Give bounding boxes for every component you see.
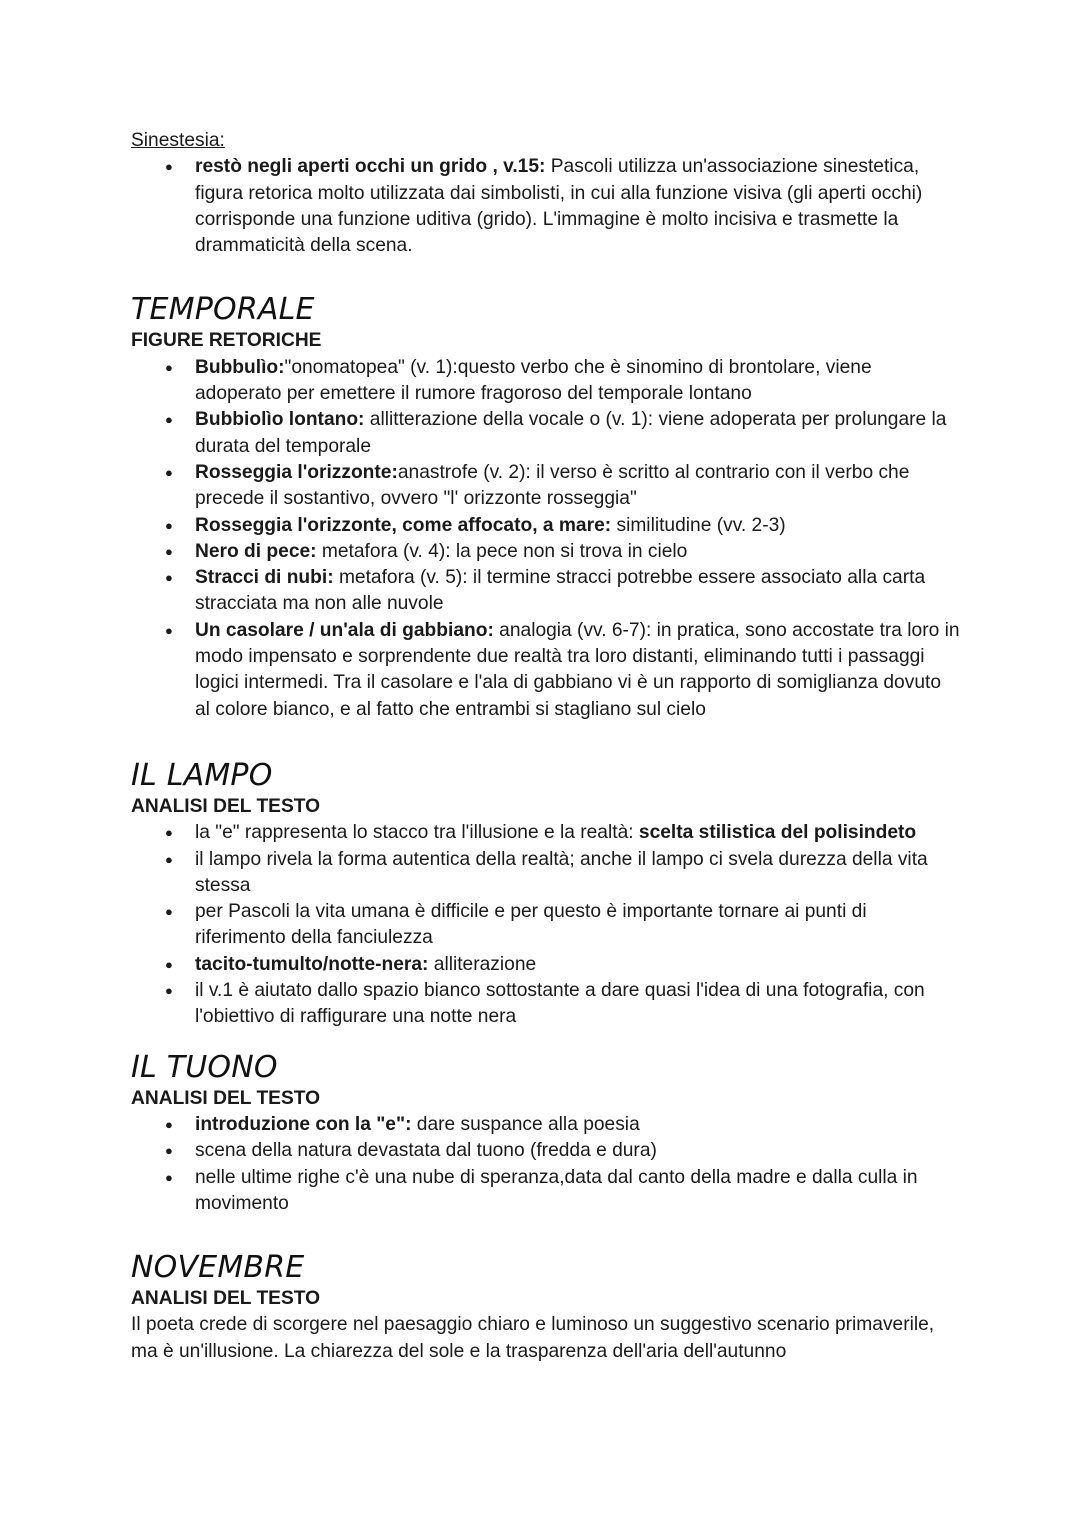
list-item: [131, 952, 961, 978]
tuono-list: [131, 1112, 961, 1217]
sinestesia-list: [131, 154, 961, 259]
item-text: alliterazione: [428, 953, 537, 975]
item-text: la "e" rappresenta lo stacco tra l'illusione e la realtà:: [195, 822, 639, 844]
novembre-paragraph: Il poeta crede di scorgere nel paesaggio chiaro e luminoso un suggestivo scenario primaverile, ma è un'illusione. La chiarezza del sole e la trasparenza dell'aria dell'autunno: [131, 1314, 935, 1362]
list-item: [131, 820, 961, 846]
item-text: "onomatopea" (v. 1):questo verbo che è sinomino di brontolare, viene adoperato per emettere il rumore fragoroso del temporale lontano: [195, 356, 872, 405]
list-item: [131, 1138, 961, 1164]
item-text: il lampo rivela la forma autentica della realtà; anche il lampo ci svela durezza della vita stessa: [195, 848, 928, 896]
item-text: analogia (vv. 6-7): in pratica, sono accostate tra loro in modo impensato e sorprendente due realtà tra loro distanti, eliminando tutti i passaggi logici intermedi. Tra il casolare e l'ala di gabbiano vi è un rapporto di somiglianza dovuto al colore bianco, e al fatto che entrambi si stagliano sul cielo: [195, 619, 960, 720]
item-bold: tacito-tumulto/notte-nera:: [195, 953, 429, 975]
item-bold: Rosseggia l'orizzonte, come affocato, a mare:: [195, 514, 612, 536]
item-bold: Bubbiolìo lontano:: [195, 409, 365, 431]
item-text: metafora (v. 5): il termine stracci potrebbe essere associato alla carta stracciata ma non alle nuvole: [195, 567, 926, 615]
list-item: [131, 539, 961, 565]
item-text: similitudine (vv. 2-3): [611, 514, 786, 536]
item-text: dare suspance alla poesia: [411, 1113, 640, 1135]
lampo-title: IL LAMPO: [131, 757, 273, 793]
sinestesia-heading: Sinestesia:: [131, 130, 225, 151]
item-text: metafora (v. 4): la pece non si trova in cielo: [316, 540, 688, 562]
item-bold: restò negli aperti occhi un grido , v.15:: [195, 156, 546, 178]
tuono-title: IL TUONO: [131, 1049, 278, 1085]
list-item: [131, 978, 961, 1031]
list-item: [131, 565, 961, 618]
lampo-list: [131, 820, 961, 1030]
item-bold: Rosseggia l'orizzonte:: [195, 461, 398, 483]
lampo-subtitle: ANALISI DEL TESTO: [131, 795, 321, 817]
item-text: anastrofe (v. 2): il verso è scritto al contrario con il verbo che precede il sostantivo, ovvero "l' orizzonte rosseggia": [195, 461, 910, 510]
list-item: [131, 618, 961, 723]
list-item: [131, 355, 961, 408]
item-text: per Pascoli la vita umana è difficile e per questo è importante tornare ai punti di riferimento della fanciulezza: [195, 901, 867, 949]
item-text: scena della natura devastata dal tuono (fredda e dura): [195, 1140, 657, 1162]
temporale-subtitle: FIGURE RETORICHE: [131, 330, 322, 352]
list-item: [131, 407, 961, 460]
item-bold: scelta stilistica del polisindeto: [638, 822, 917, 844]
list-item: [131, 460, 961, 513]
document-page: [131, 128, 961, 1365]
item-text: allitterazione della vocale o (v. 1): viene adoperata per prolungare la durata del temporale: [195, 409, 947, 457]
item-bold: Un casolare / un'ala di gabbiano:: [195, 619, 494, 641]
item-bold: Bubbulìo:: [195, 356, 285, 378]
list-item: [131, 154, 961, 259]
list-item: [131, 899, 961, 952]
novembre-subtitle: ANALISI DEL TESTO: [131, 1288, 321, 1310]
item-bold: introduzione con la "e":: [195, 1113, 412, 1135]
temporale-list: [131, 355, 961, 723]
tuono-subtitle: ANALISI DEL TESTO: [131, 1087, 321, 1109]
item-bold: Nero di pece:: [195, 540, 317, 562]
novembre-title: NOVEMBRE: [131, 1250, 305, 1286]
temporale-title: TEMPORALE: [131, 292, 315, 328]
item-bold: Stracci di nubi:: [195, 567, 334, 589]
list-item: [131, 513, 961, 539]
list-item: [131, 1112, 961, 1138]
item-text: Pascoli utilizza un'associazione sinestetica, figura retorica molto utilizzata dai simbolisti, in cui alla funzione visiva (gli aperti occhi) corrisponde una funzione uditiva (grido). L'immagine è molto incisiva e trasmette la drammaticità della scena.: [195, 156, 923, 257]
item-text: nelle ultime righe c'è una nube di speranza,data dal canto della madre e dalla culla in movimento: [195, 1166, 918, 1214]
list-item: [131, 1165, 961, 1218]
list-item: [131, 847, 961, 900]
item-text: il v.1 è aiutato dallo spazio bianco sottostante a dare quasi l'idea di una fotografia, con l'obiettivo di raffigurare una notte nera: [195, 980, 925, 1028]
